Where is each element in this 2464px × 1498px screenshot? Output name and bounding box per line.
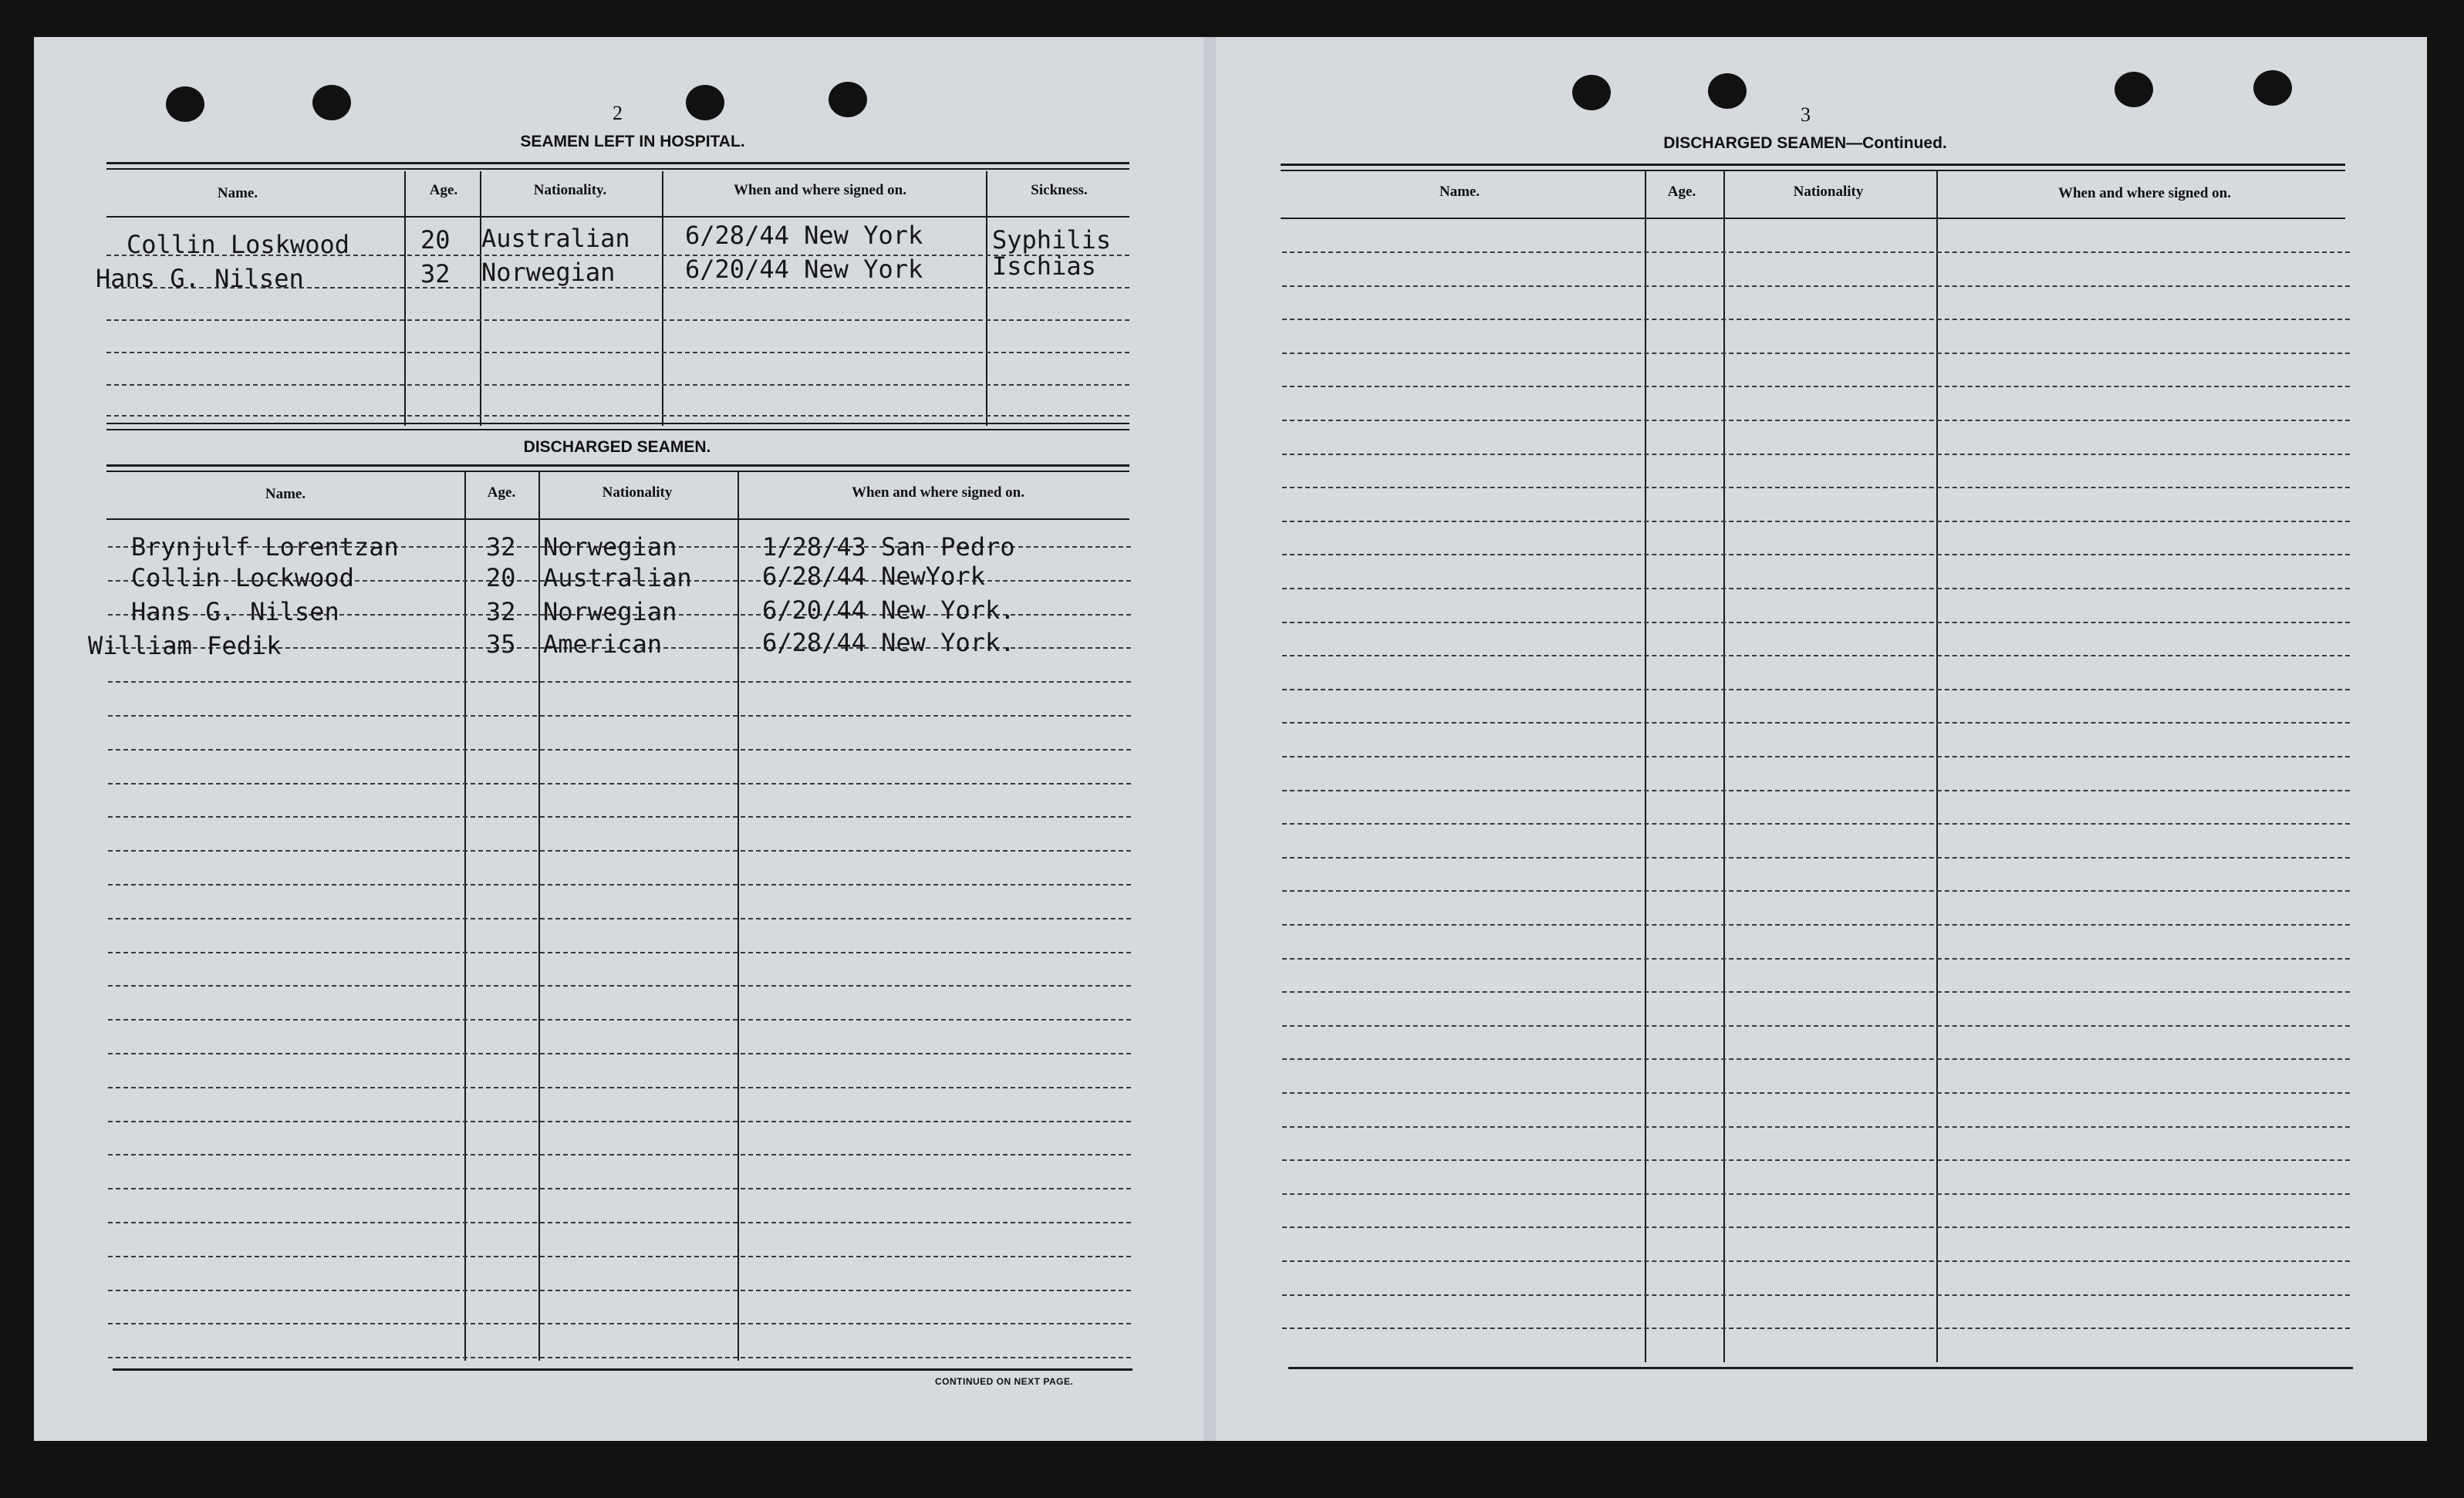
ruled-line — [108, 681, 1131, 683]
ruled-line — [1282, 386, 2350, 387]
punch-hole — [312, 85, 351, 120]
hospital-row-1-signed-on: 6/28/44 New York — [685, 221, 923, 250]
col-divider — [538, 472, 540, 1361]
discharged-row-4-nationality: American — [543, 629, 663, 659]
hospital-row-2-name: Hans G. Nilsen — [96, 264, 304, 293]
discharged-row-4-name: William Fedik — [88, 631, 282, 660]
discharged-row-4-signed-on: 6/28/44 New York. — [762, 628, 1015, 657]
discharged-row-4-age: 35 — [486, 629, 516, 659]
header-rule — [1281, 218, 2345, 219]
ruled-line — [1282, 1193, 2350, 1195]
ruled-line — [108, 1053, 1131, 1054]
hospital-col-sickness: Sickness. — [1031, 182, 1088, 198]
ruled-line — [1282, 924, 2350, 926]
discharged-row-3-signed-on: 6/20/44 New York. — [762, 595, 1015, 625]
ruled-line — [108, 1290, 1131, 1291]
ruled-line — [106, 319, 1129, 321]
rule — [106, 423, 1129, 424]
ruled-line — [1282, 487, 2350, 488]
ruled-line — [108, 1357, 1131, 1358]
col-divider — [738, 472, 739, 1361]
ruled-line — [1282, 420, 2350, 421]
ruled-line — [1282, 958, 2350, 960]
punch-hole — [166, 86, 204, 122]
ruled-line — [108, 1154, 1131, 1156]
ruled-line — [1282, 588, 2350, 589]
ruled-line — [108, 783, 1131, 784]
ruled-line — [1282, 1226, 2350, 1228]
ruled-line — [1282, 1294, 2350, 1296]
ruled-line — [108, 1222, 1131, 1223]
col-divider — [404, 171, 406, 426]
ruled-line — [1282, 319, 2350, 320]
punch-hole — [1572, 75, 1611, 110]
discharged-col-age: Age. — [487, 484, 516, 501]
col-divider — [1723, 171, 1725, 1362]
punch-hole — [686, 85, 724, 120]
ruled-line — [1282, 823, 2350, 825]
ruled-line — [1282, 756, 2350, 757]
ruled-line — [108, 1019, 1131, 1021]
ruled-line — [1282, 890, 2350, 892]
ruled-line — [108, 816, 1131, 818]
discharged-row-1-signed-on: 1/28/43 San Pedro — [762, 532, 1015, 562]
page-number-right: 3 — [1801, 103, 1811, 126]
rule — [106, 429, 1129, 430]
punch-hole — [2115, 72, 2153, 107]
rule — [106, 464, 1129, 467]
right-col-nationality: Nationality — [1793, 184, 1864, 200]
ruled-line — [1282, 1025, 2350, 1027]
col-divider — [986, 171, 987, 426]
discharged-row-2-name: Collin Lockwood — [131, 563, 354, 592]
discharged-col-signed-on: When and where signed on. — [851, 484, 1025, 501]
ruled-line — [1282, 1126, 2350, 1128]
discharged-continued-title: DISCHARGED SEAMEN—Continued. — [1663, 134, 1947, 152]
right-col-signed-on: When and where signed on. — [2057, 185, 2232, 201]
ruled-line — [108, 1087, 1131, 1088]
bottom-rule — [1288, 1367, 2353, 1369]
rule — [106, 168, 1129, 170]
discharged-row-3-nationality: Norwegian — [543, 597, 677, 626]
hospital-row-2-nationality: Norwegian — [481, 258, 616, 287]
rule — [1281, 164, 2345, 166]
ruled-line — [106, 352, 1129, 353]
ruled-line — [1282, 285, 2350, 287]
ruled-line — [108, 1323, 1131, 1324]
header-rule — [106, 216, 1129, 218]
header-rule — [106, 518, 1129, 520]
col-divider — [662, 171, 663, 426]
ruled-line — [1282, 454, 2350, 455]
hospital-col-signed-on: When and where signed on. — [733, 182, 907, 198]
ruled-line — [1282, 689, 2350, 690]
ruled-line — [106, 415, 1129, 417]
ruled-line — [1282, 655, 2350, 656]
ruled-line — [108, 850, 1131, 852]
ruled-line — [1282, 554, 2350, 555]
hospital-col-name: Name. — [217, 185, 258, 201]
punch-hole — [2253, 70, 2292, 106]
hospital-row-2-signed-on: 6/20/44 New York — [685, 255, 923, 284]
ruled-line — [1282, 991, 2350, 993]
ruled-line — [108, 1256, 1131, 1257]
discharged-section-title: DISCHARGED SEAMEN. — [523, 438, 711, 456]
hospital-row-2-sickness: Ischias — [992, 251, 1096, 281]
ruled-line — [1282, 722, 2350, 724]
hospital-col-age: Age. — [429, 182, 458, 198]
ruled-line — [108, 749, 1131, 751]
ruled-line — [1282, 1260, 2350, 1262]
ruled-line — [108, 884, 1131, 886]
ruled-line — [1282, 521, 2350, 522]
ruled-line — [108, 918, 1131, 919]
rule — [106, 162, 1129, 164]
bottom-rule — [113, 1368, 1132, 1371]
ruled-line — [1282, 251, 2350, 253]
page-number-left: 2 — [613, 102, 623, 124]
hospital-row-1-sickness: Syphilis — [992, 225, 1112, 255]
col-divider — [1645, 171, 1646, 1362]
ruled-line — [1282, 1092, 2350, 1094]
discharged-col-name: Name. — [265, 486, 306, 502]
ruled-line — [1282, 622, 2350, 623]
page-spine — [1203, 37, 1216, 1441]
col-divider — [1936, 171, 1938, 1362]
discharged-row-2-signed-on: 6/28/44 NewYork — [762, 562, 985, 591]
hospital-row-1-name: Collin Loskwood — [127, 230, 349, 259]
discharged-row-1-name: Brynjulf Lorentzan — [131, 532, 399, 562]
col-divider — [480, 171, 481, 426]
punch-hole — [1708, 73, 1747, 109]
hospital-section-title: SEAMEN LEFT IN HOSPITAL. — [520, 133, 745, 150]
ruled-line — [106, 384, 1129, 386]
ruled-line — [1282, 1159, 2350, 1161]
discharged-col-nationality: Nationality — [602, 484, 673, 501]
rule — [106, 471, 1129, 472]
discharged-row-3-age: 32 — [486, 597, 516, 626]
right-col-age: Age. — [1667, 184, 1696, 200]
hospital-col-nationality: Nationality. — [533, 182, 607, 198]
punch-hole — [829, 82, 867, 117]
discharged-row-1-nationality: Norwegian — [543, 532, 677, 562]
discharged-row-1-age: 32 — [486, 532, 516, 562]
ruled-line — [1282, 1328, 2350, 1329]
ruled-line — [108, 1121, 1131, 1122]
col-divider — [464, 472, 466, 1361]
hospital-row-1-nationality: Australian — [481, 224, 630, 253]
hospital-row-1-age: 20 — [420, 225, 451, 255]
ruled-line — [108, 715, 1131, 717]
document-sheet — [34, 37, 2427, 1441]
continued-note: CONTINUED ON NEXT PAGE. — [935, 1376, 1074, 1387]
right-col-name: Name. — [1439, 184, 1480, 200]
ruled-line — [1282, 790, 2350, 791]
discharged-row-3-name: Hans G. Nilsen — [131, 597, 339, 626]
ruled-line — [1282, 353, 2350, 354]
ruled-line — [108, 1188, 1131, 1189]
discharged-row-2-age: 20 — [486, 563, 516, 592]
ruled-line — [108, 952, 1131, 953]
discharged-row-2-nationality: Australian — [543, 563, 692, 592]
ruled-line — [1282, 1058, 2350, 1060]
hospital-row-2-age: 32 — [420, 259, 451, 288]
ruled-line — [108, 985, 1131, 987]
rule — [1281, 170, 2345, 171]
ruled-line — [1282, 857, 2350, 859]
